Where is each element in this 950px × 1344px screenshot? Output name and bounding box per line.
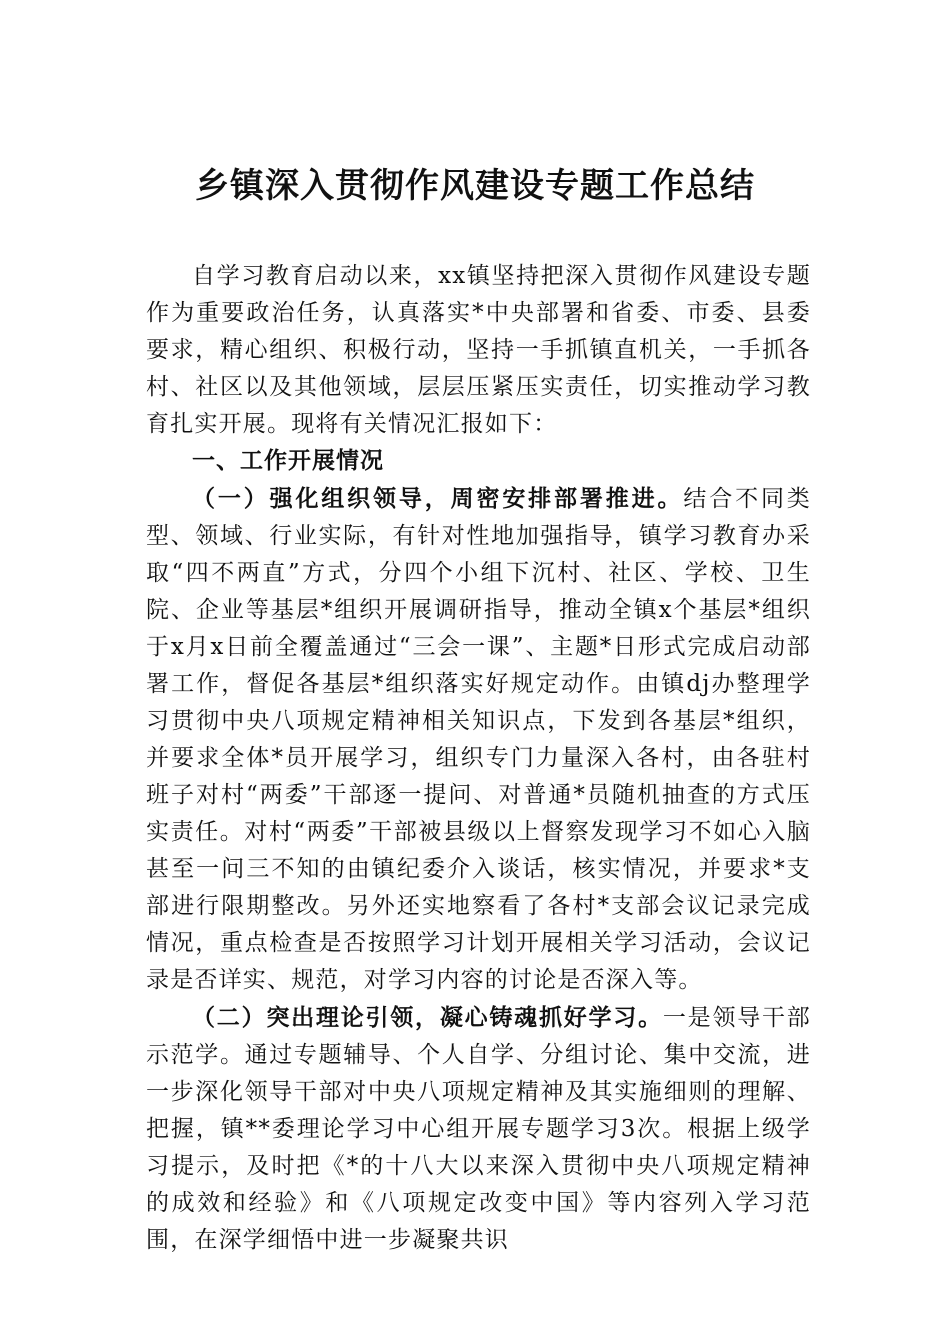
section-heading-work-progress: 一、工作开展情况 bbox=[192, 448, 384, 474]
document-body bbox=[146, 258, 811, 1259]
item-1-text: 结合不同类型、领域、行业实际，有针对性地加强指导，镇学习教育办采取“四不两直”方式，分四个小组下沉村、社区、学校、卫生院、企业等基层*组织开展调研指导，推动全镇x个基层*组织于x月x日前全覆盖通过“三会一课”、主题*日形式完成启动部署工作，督促各基层*组织落实好规定动作。由镇dj办整理学习贯彻中央八项规定精神相关知识点，下发到各基层*组织，并要求全体*员开展学习，组织专门力量深入各村，由各驻村班子对村“两委”干部逐一提问、对普通*员随机抽查的方式压实责任。对村“两委”干部被县级以上督察发现学习不如心入脑甚至一问三不知的由镇纪委介入谈话，核实情况，并要求*支部进行限期整改。另外还实地察看了各村*支部会议记录完成情况，重点检查是否按照学习计划开展相关学习活动，会议记录是否详实、规范，对学习内容的讨论是否深入等。 bbox=[146, 486, 812, 993]
item-1-lead: （一）强化组织领导，周密安排部署推进。 bbox=[192, 485, 684, 512]
item-2-lead: （二）突出理论引领，凝心铸魂抓好学习。 bbox=[192, 1004, 663, 1031]
item-2-paragraph bbox=[146, 999, 811, 1259]
document-title: 乡镇深入贯彻作风建设专题工作总结 bbox=[195, 166, 755, 206]
item-2-text: 一是领导干部示范学。通过专题辅导、个人自学、分组讨论、集中交流，进一步深化领导干部对中央八项规定精神及其实施细则的理解、把握，镇**委理论学习中心组开展专题学习3次。根据上级学习提示，及时把《*的十八大以来深入贯彻中央八项规定精神的成效和经验》和《八项规定改变中国》等内容列入学习范围，在深学细悟中进一步凝聚共识 bbox=[146, 1005, 811, 1253]
intro-paragraph: 自学习教育启动以来，xx镇坚持把深入贯彻作风建设专题作为重要政治任务，认真落实*中央部署和省委、市委、县委要求，精心组织、积极行动，坚持一手抓镇直机关，一手抓各村、社区以及其他领域，层层压紧压实责任，切实推动学习教育扎实开展。现将有关情况汇报如下： bbox=[146, 263, 811, 437]
item-1-paragraph bbox=[146, 480, 811, 999]
